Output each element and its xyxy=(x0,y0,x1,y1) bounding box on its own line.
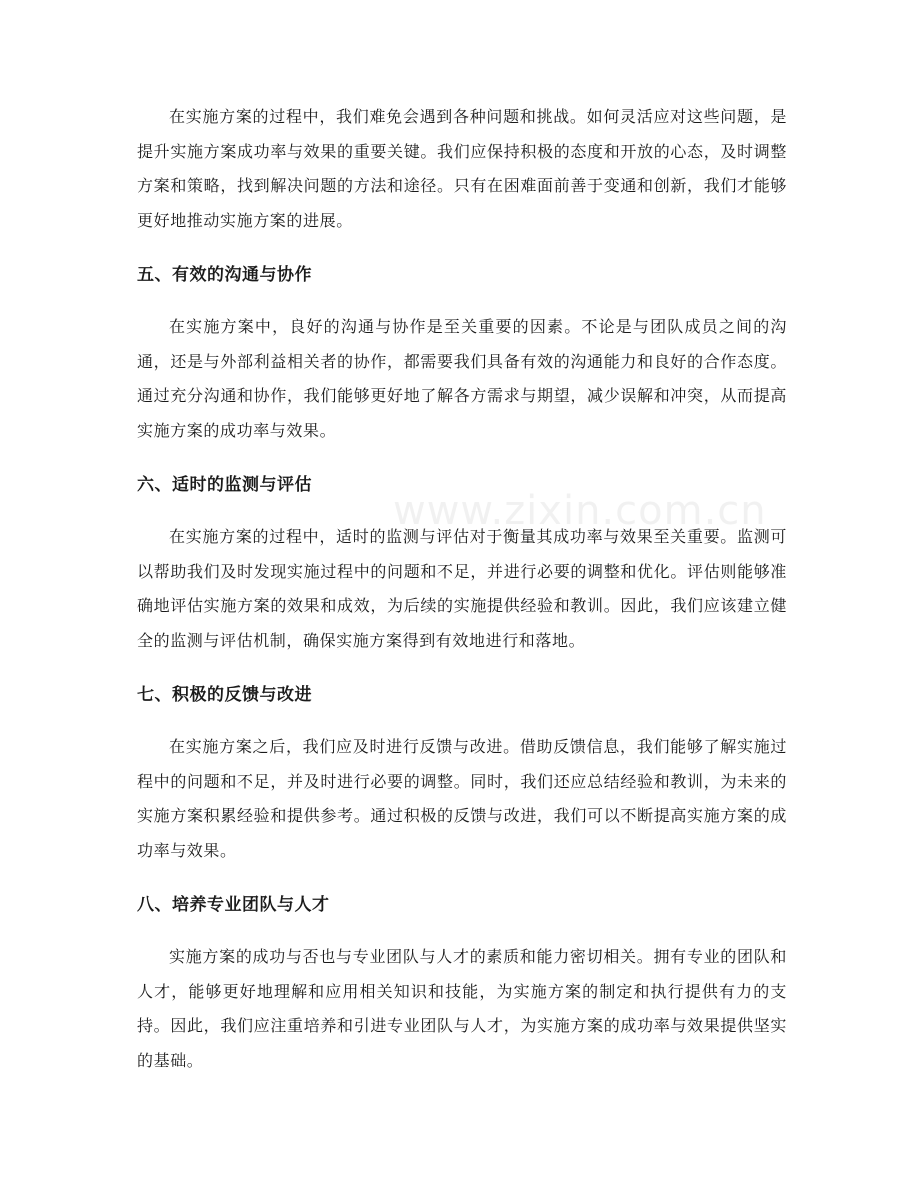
section-paragraph-5: 在实施方案中，良好的沟通与协作是至关重要的因素。不论是与团队成员之间的沟通，还是与外部利益相关者的协作，都需要我们具备有效的沟通能力和良好的合作态度。通过充分沟通和协作，我们能够更好地了解各方需求与期望，减少误解和冲突，从而提高实施方案的成功率与效果。 xyxy=(137,317,787,440)
section-paragraph-8: 实施方案的成功与否也与专业团队与人才的素质和能力密切相关。拥有专业的团队和人才，能够更好地理解和应用相关知识和技能，为实施方案的制定和执行提供有力的支持。因此，我们应注重培养和引进专业团队与人才，为实施方案的成功率与效果提供坚实的基础。 xyxy=(137,947,787,1070)
section-paragraph-7: 在实施方案之后，我们应及时进行反馈与改进。借助反馈信息，我们能够了解实施过程中的问题和不足，并及时进行必要的调整。同时，我们还应总结经验和教训，为未来的实施方案积累经验和提供参考。通过积极的反馈与改进，我们可以不断提高实施方案的成功率与效果。 xyxy=(137,737,787,860)
section-heading-7: 七、积极的反馈与改进 xyxy=(137,685,312,705)
section-heading-5: 五、有效的沟通与协作 xyxy=(137,265,312,285)
intro-paragraph: 在实施方案的过程中，我们难免会遇到各种问题和挑战。如何灵活应对这些问题，是提升实施方案成功率与效果的重要关键。我们应保持积极的态度和开放的心态，及时调整方案和策略，找到解决问题的方法和途径。只有在困难面前善于变通和创新，我们才能够更好地推动实施方案的进展。 xyxy=(137,107,787,230)
watermark: www.zixin.com.cn xyxy=(393,488,767,534)
section-heading-8: 八、培养专业团队与人才 xyxy=(137,895,330,915)
section-paragraph-6: 在实施方案的过程中，适时的监测与评估对于衡量其成功率与效果至关重要。监测可以帮助我们及时发现实施过程中的问题和不足，并进行必要的调整和优化。评估则能够准确地评估实施方案的效果和成效，为后续的实施提供经验和教训。因此，我们应该建立健全的监测与评估机制，确保实施方案得到有效地进行和落地。 xyxy=(137,527,787,650)
section-heading-6: 六、适时的监测与评估 xyxy=(137,475,312,495)
document-body xyxy=(137,100,787,1078)
